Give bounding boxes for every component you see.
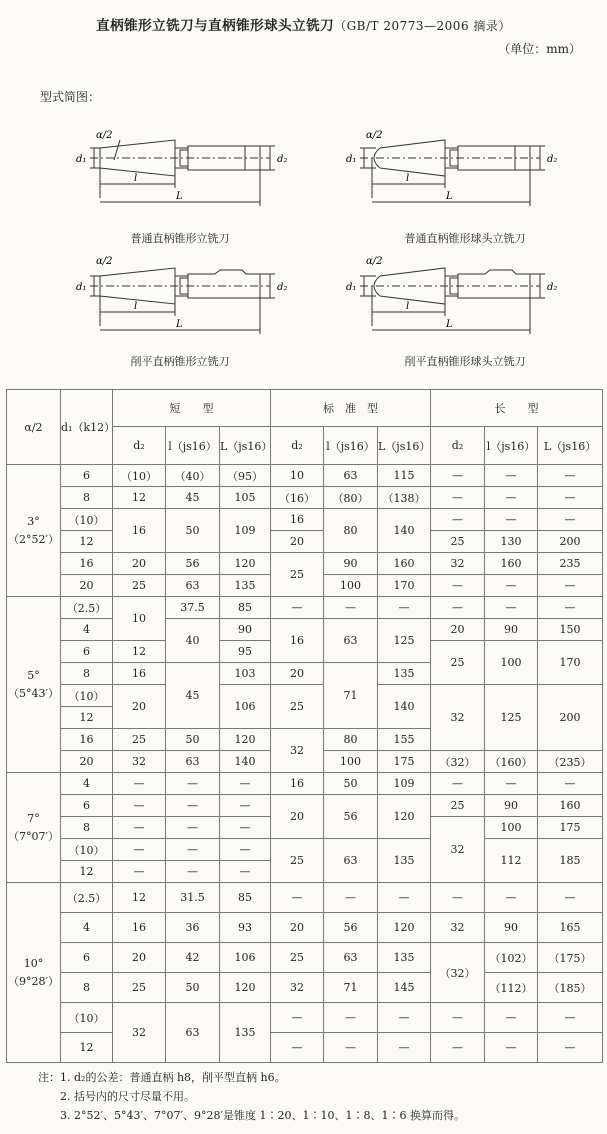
L-label: L: [176, 191, 183, 202]
cell: （102）: [485, 943, 538, 973]
header-row-1: [7, 390, 603, 427]
cell: 115: [378, 465, 431, 487]
angle-cell: 3° （2°52′）: [7, 465, 61, 597]
cell: 37.5: [166, 597, 220, 619]
group-long: 长 型: [431, 390, 603, 427]
caption-3: 削平直柄锥形立铣刀: [130, 355, 230, 368]
cell: 90: [324, 553, 378, 575]
cell: 10: [113, 597, 166, 641]
cell: 135: [220, 575, 271, 597]
cell: 135: [378, 839, 431, 883]
cell: —: [271, 1003, 324, 1033]
cell: 90: [485, 619, 538, 641]
cell: 32: [431, 913, 485, 943]
cell: —: [431, 1003, 485, 1033]
cell: —: [324, 1033, 378, 1063]
l-label-2: l: [406, 173, 410, 184]
L-label-3: L: [176, 319, 183, 330]
note-1: 注：1. d₂的公差：普通直柄 h8，削平型直柄 h6。: [38, 1071, 286, 1084]
table-row: [7, 1003, 603, 1033]
d2-label-3: d₂: [277, 282, 288, 293]
table-row: [7, 795, 603, 817]
cell: —: [431, 883, 485, 913]
cell: 50: [166, 973, 220, 1003]
cell: —: [220, 839, 271, 861]
l-label-4: l: [406, 301, 410, 312]
cell: 109: [220, 509, 271, 553]
cell: 155: [378, 729, 431, 751]
d1-cell: （2.5）: [61, 597, 113, 619]
cell: 32: [271, 973, 324, 1003]
cell: 20: [431, 619, 485, 641]
cell: 40: [166, 619, 220, 663]
cell: —: [166, 839, 220, 861]
cell: —: [485, 487, 538, 509]
cell: 25: [113, 729, 166, 751]
cell: —: [538, 883, 603, 913]
table-row: [7, 883, 603, 913]
cell: 32: [113, 751, 166, 773]
cell: —: [271, 1033, 324, 1063]
spec-table: [6, 389, 603, 1063]
cell: （16）: [271, 487, 324, 509]
figure-conical-end-mill: [70, 118, 300, 213]
cell: —: [538, 509, 603, 531]
cell: —: [113, 795, 166, 817]
d1-cell: 4: [61, 913, 113, 943]
cell: 16: [271, 509, 324, 531]
cell: 63: [166, 751, 220, 773]
cell: —: [378, 597, 431, 619]
cell: （95）: [220, 465, 271, 487]
table-row: [7, 465, 603, 487]
cell: 140: [220, 751, 271, 773]
cell: （32）: [431, 751, 485, 773]
cell: 32: [431, 553, 485, 575]
sub-d2: d₂: [271, 427, 324, 465]
d2-label: d₂: [277, 154, 288, 165]
cell: 63: [324, 465, 378, 487]
cell: 80: [324, 729, 378, 751]
cell: 160: [485, 553, 538, 575]
cell: 105: [220, 487, 271, 509]
cell: 90: [485, 913, 538, 943]
alpha-label-4: α/2: [366, 256, 383, 267]
cell: 93: [220, 913, 271, 943]
cell: —: [485, 465, 538, 487]
cell: 25: [113, 575, 166, 597]
table-row: [7, 509, 603, 531]
conical-end-mill-drawing: [70, 118, 300, 213]
title-text: 直柄锥形立铣刀与直柄锥形球头立铣刀: [96, 18, 335, 34]
cell: 85: [220, 883, 271, 913]
cell: （138）: [378, 487, 431, 509]
cell: 175: [538, 817, 603, 839]
cell: 16: [113, 509, 166, 553]
cell: 100: [485, 641, 538, 685]
cell: —: [485, 1003, 538, 1033]
cell: 120: [220, 973, 271, 1003]
d1-cell: 8: [61, 487, 113, 509]
d1-cell: 12: [61, 861, 113, 883]
cell: —: [166, 795, 220, 817]
cell: 100: [324, 575, 378, 597]
table-row: [7, 913, 603, 943]
d1-cell: 8: [61, 663, 113, 685]
cell: 12: [113, 641, 166, 663]
cell: 25: [431, 531, 485, 553]
cell: 25: [271, 943, 324, 973]
cell: （175）: [538, 943, 603, 973]
sub-l: l（js16）: [485, 427, 538, 465]
cell: 106: [220, 943, 271, 973]
d1-cell: 6: [61, 943, 113, 973]
d1-cell: 20: [61, 575, 113, 597]
sub-l: l（js16）: [324, 427, 378, 465]
cell: 20: [271, 795, 324, 839]
table-row: [7, 553, 603, 575]
d1-cell: 8: [61, 817, 113, 839]
cell: 95: [220, 641, 271, 663]
cell: —: [431, 597, 485, 619]
cell: 25: [113, 973, 166, 1003]
cell: 63: [324, 619, 378, 663]
table-row: [7, 943, 603, 973]
page-title: [0, 14, 607, 34]
angle-cell: 7° （7°07′）: [7, 773, 61, 883]
cell: —: [378, 1033, 431, 1063]
caption-1: 普通直柄锥形立铣刀: [130, 232, 230, 245]
table-row: [7, 1033, 603, 1063]
cell: 90: [485, 795, 538, 817]
cell: —: [271, 597, 324, 619]
cell: 25: [271, 685, 324, 729]
cell: （32）: [431, 943, 485, 1003]
cell: 150: [538, 619, 603, 641]
l-label: l: [134, 173, 138, 184]
cell: 135: [378, 663, 431, 685]
type-heading: 型式简图：: [40, 90, 101, 104]
sub-l: l（js16）: [166, 427, 220, 465]
L-label-4: L: [446, 319, 453, 330]
d1-cell: 6: [61, 795, 113, 817]
cell: 25: [271, 839, 324, 883]
cell: （160）: [485, 751, 538, 773]
cell: 12: [113, 883, 166, 913]
table-row: [7, 619, 603, 641]
cell: 32: [431, 817, 485, 883]
cell: 50: [166, 509, 220, 553]
cell: 100: [485, 817, 538, 839]
group-standard: 标 准 型: [271, 390, 431, 427]
d1-cell: 4: [61, 773, 113, 795]
l-label-3: l: [134, 301, 138, 312]
cell: （112）: [485, 973, 538, 1003]
cell: 16: [271, 619, 324, 663]
cell: —: [220, 861, 271, 883]
cell: 130: [485, 531, 538, 553]
cell: 175: [378, 751, 431, 773]
standard-code: （GB/T 20773—2006 摘录）: [334, 19, 511, 33]
cell: —: [538, 773, 603, 795]
cell: —: [220, 817, 271, 839]
cell: 120: [220, 553, 271, 575]
cell: （10）: [113, 465, 166, 487]
cell: 160: [378, 553, 431, 575]
cell: （40）: [166, 465, 220, 487]
cell: —: [538, 1003, 603, 1033]
cell: 20: [113, 685, 166, 729]
cell: 170: [378, 575, 431, 597]
cell: 140: [378, 685, 431, 729]
sub-L: L（js16）: [538, 427, 603, 465]
cell: —: [485, 883, 538, 913]
alpha-label-3: α/2: [96, 256, 113, 267]
cell: 120: [220, 729, 271, 751]
note-2: 2. 括号内的尺寸尽量不用。: [60, 1090, 195, 1103]
table-row: [7, 685, 603, 707]
L-label-2: L: [446, 191, 453, 202]
cell: 135: [220, 1003, 271, 1063]
cell: （235）: [538, 751, 603, 773]
cell: 25: [431, 795, 485, 817]
conical-ball-end-mill-drawing: [340, 118, 570, 213]
alpha-label: α/2: [96, 130, 113, 141]
cell: 25: [271, 553, 324, 597]
caption-4: 削平直柄锥形球头立铣刀: [404, 355, 526, 368]
cell: —: [378, 883, 431, 913]
cell: —: [485, 1033, 538, 1063]
cell: 20: [271, 913, 324, 943]
d1-cell: 12: [61, 531, 113, 553]
cell: 200: [538, 531, 603, 553]
cell: —: [431, 575, 485, 597]
cell: 10: [271, 465, 324, 487]
cell: 145: [378, 973, 431, 1003]
d1-header: d₁（k12）: [61, 390, 113, 465]
d1-label-2: d₁: [346, 154, 357, 165]
cell: 56: [166, 553, 220, 575]
cell: —: [538, 465, 603, 487]
cell: —: [324, 597, 378, 619]
table-row: [7, 773, 603, 795]
cell: —: [378, 1003, 431, 1033]
cell: —: [324, 1003, 378, 1033]
cell: —: [485, 597, 538, 619]
sub-d2: d₂: [113, 427, 166, 465]
d1-cell: （10）: [61, 509, 113, 531]
cell: —: [538, 597, 603, 619]
d1-cell: 12: [61, 707, 113, 729]
cell: —: [113, 839, 166, 861]
d1-cell: 20: [61, 751, 113, 773]
figure-conical-ball-end-mill: [340, 118, 570, 213]
cell: 120: [378, 795, 431, 839]
cell: 170: [538, 641, 603, 685]
cell: —: [485, 575, 538, 597]
cell: —: [538, 487, 603, 509]
sub-L: L（js16）: [220, 427, 271, 465]
flat-shank-ball-drawing: [340, 246, 570, 341]
table-row: [7, 839, 603, 861]
cell: 31.5: [166, 883, 220, 913]
cell: —: [324, 883, 378, 913]
cell: 16: [113, 913, 166, 943]
cell: 106: [220, 685, 271, 729]
cell: 125: [378, 619, 431, 663]
cell: 200: [538, 685, 603, 751]
d1-cell: （2.5）: [61, 883, 113, 913]
unit-label: （单位：mm）: [498, 42, 581, 56]
angle-cell: 10° （9°28′）: [7, 883, 61, 1063]
cell: 109: [378, 773, 431, 795]
alpha-label-2: α/2: [366, 130, 383, 141]
cell: 71: [324, 973, 378, 1003]
cell: 90: [220, 619, 271, 641]
cell: —: [220, 795, 271, 817]
cell: 20: [271, 531, 324, 553]
cell: 12: [113, 487, 166, 509]
alpha-header: α/2: [7, 390, 61, 465]
d1-cell: （10）: [61, 685, 113, 707]
note-3: 3. 2°52′、5°43′、7°07′、9°28′是锥度 1∶20、1∶10、1∶8、1∶6 换算而得。: [60, 1109, 465, 1122]
cell: 32: [271, 729, 324, 773]
cell: （80）: [324, 487, 378, 509]
d1-cell: 8: [61, 973, 113, 1003]
cell: —: [431, 773, 485, 795]
cell: 71: [324, 663, 378, 729]
cell: —: [166, 817, 220, 839]
cell: 25: [431, 641, 485, 685]
cell: 103: [220, 663, 271, 685]
cell: —: [431, 465, 485, 487]
cell: 45: [166, 487, 220, 509]
cell: 85: [220, 597, 271, 619]
cell: —: [485, 509, 538, 531]
cell: 165: [538, 913, 603, 943]
d2-label-2: d₂: [547, 154, 558, 165]
caption-2: 普通直柄锥形球头立铣刀: [404, 232, 526, 245]
cell: 63: [166, 575, 220, 597]
d1-cell: 6: [61, 641, 113, 663]
cell: 50: [324, 773, 378, 795]
cell: 16: [271, 773, 324, 795]
cell: 160: [538, 795, 603, 817]
cell: 45: [166, 663, 220, 729]
table-row: [7, 597, 603, 619]
cell: —: [113, 817, 166, 839]
cell: 125: [485, 685, 538, 751]
cell: 16: [113, 663, 166, 685]
cell: 120: [378, 913, 431, 943]
cell: —: [431, 487, 485, 509]
cell: 135: [378, 943, 431, 973]
angle-cell: 5° （5°43′）: [7, 597, 61, 773]
cell: 32: [431, 685, 485, 751]
cell: —: [431, 509, 485, 531]
cell: —: [166, 773, 220, 795]
d1-label-4: d₁: [346, 282, 357, 293]
d1-cell: （10）: [61, 839, 113, 861]
cell: （185）: [538, 973, 603, 1003]
figure-flat-shank-conical-ball-end-mill: [340, 246, 570, 341]
table-row: [7, 487, 603, 509]
cell: 100: [324, 751, 378, 773]
cell: 42: [166, 943, 220, 973]
cell: 20: [113, 553, 166, 575]
table-row: [7, 973, 603, 1003]
notes: [38, 1068, 465, 1125]
cell: 20: [113, 943, 166, 973]
cell: 32: [113, 1003, 166, 1063]
cell: 63: [324, 839, 378, 883]
cell: 56: [324, 795, 378, 839]
d1-cell: 16: [61, 729, 113, 751]
group-short: 短 型: [113, 390, 271, 427]
d1-label-3: d₁: [76, 282, 87, 293]
d1-cell: 12: [61, 1033, 113, 1063]
cell: —: [538, 1033, 603, 1063]
cell: 63: [166, 1003, 220, 1063]
figure-flat-shank-conical-end-mill: [70, 246, 300, 341]
sub-L: L（js16）: [378, 427, 431, 465]
table-row: [7, 531, 603, 553]
cell: 185: [538, 839, 603, 883]
d1-cell: （10）: [61, 1003, 113, 1033]
cell: 80: [324, 509, 378, 553]
d1-cell: 4: [61, 619, 113, 641]
cell: 56: [324, 913, 378, 943]
cell: —: [220, 773, 271, 795]
d1-label: d₁: [76, 154, 87, 165]
cell: 50: [166, 729, 220, 751]
d2-label-4: d₂: [547, 282, 558, 293]
cell: —: [113, 861, 166, 883]
cell: 20: [271, 663, 324, 685]
d1-cell: 6: [61, 465, 113, 487]
cell: 112: [485, 839, 538, 883]
cell: —: [431, 1033, 485, 1063]
cell: —: [271, 883, 324, 913]
cell: —: [538, 575, 603, 597]
d1-cell: 16: [61, 553, 113, 575]
cell: —: [113, 773, 166, 795]
cell: —: [166, 861, 220, 883]
cell: 63: [324, 943, 378, 973]
flat-shank-conical-drawing: [70, 246, 300, 341]
sub-d2: d₂: [431, 427, 485, 465]
cell: 235: [538, 553, 603, 575]
cell: —: [485, 773, 538, 795]
cell: 36: [166, 913, 220, 943]
cell: 140: [378, 509, 431, 553]
